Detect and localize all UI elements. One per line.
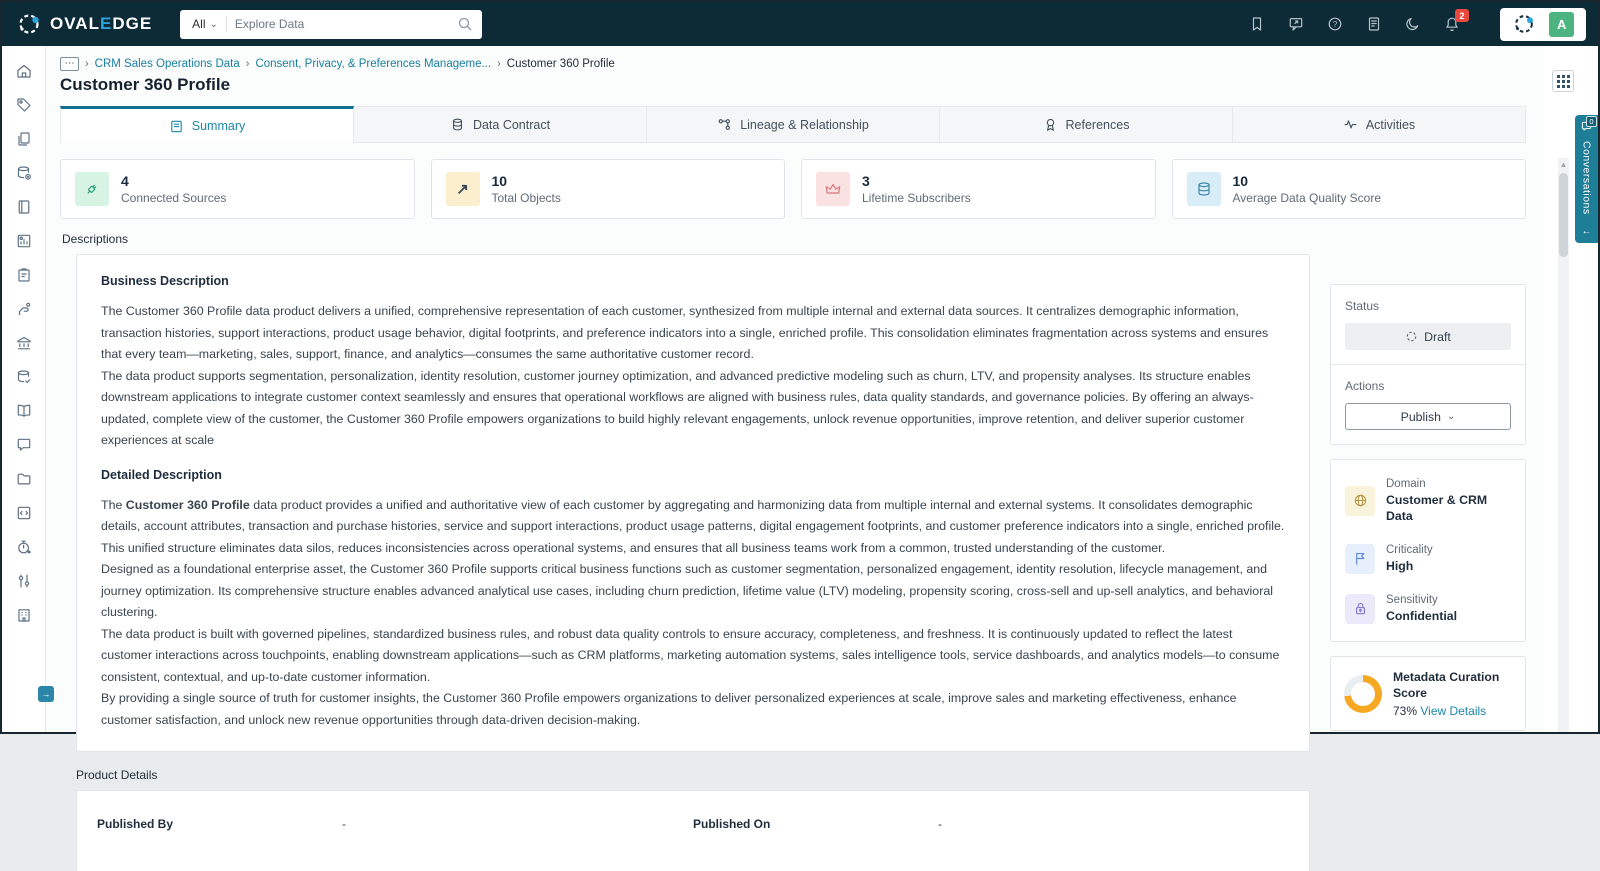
detailed-description-paragraph-2: Designed as a foundational enterprise asset, the Customer 360 Profile supports critical business functions such as customer segmentation, personalized engagement, identity resolution, lifecycle management, and journey optimization. Its comprehensive structure enables advanced analytical use cases, including churn prediction, lifetime value (LTV) modeling, propensity scoring, cross-sell and up-sell analytics, and behavioral clustering. — [101, 562, 1273, 619]
tab-label: Lineage & Relationship — [740, 117, 869, 132]
report-icon[interactable] — [15, 232, 33, 250]
stat-connected-sources — [60, 159, 415, 219]
chevron-down-icon: ⌄ — [1446, 411, 1456, 422]
stat-avg-data-quality — [1172, 159, 1527, 219]
crown-icon — [816, 172, 850, 206]
references-icon — [1043, 117, 1058, 132]
building-icon[interactable] — [15, 606, 33, 624]
search-scope-dropdown[interactable]: All ⌄ — [188, 17, 227, 31]
published-by-label: Published By — [97, 817, 174, 831]
breadcrumb-current: Customer 360 Profile — [506, 58, 615, 70]
arrow-up-right-icon: ↗ — [446, 172, 480, 206]
properties-card — [1330, 459, 1526, 642]
page-title: Customer 360 Profile — [60, 75, 231, 94]
main-content — [46, 46, 1544, 831]
business-description-heading: Business Description — [101, 274, 229, 288]
search-input[interactable] — [227, 17, 456, 31]
descriptions-card — [76, 254, 1310, 752]
stat-label: Average Data Quality Score — [1232, 190, 1382, 205]
stat-label: Total Objects — [491, 190, 561, 205]
database-check-icon[interactable] — [15, 368, 33, 386]
stat-total-objects — [431, 159, 786, 219]
stat-value: 4 — [121, 172, 129, 189]
bank-icon[interactable] — [15, 334, 33, 352]
lineage-icon — [717, 117, 732, 132]
right-rail — [1544, 46, 1598, 732]
tab-activities[interactable] — [1233, 106, 1526, 143]
global-search — [180, 10, 482, 39]
property-value: Confidential — [1386, 609, 1458, 623]
topbar-icon-group — [1248, 8, 1586, 41]
right-panel — [1330, 284, 1526, 731]
property-value: Customer & CRM Data — [1386, 493, 1488, 523]
published-by-field — [97, 817, 693, 831]
curation-donut — [1344, 675, 1382, 713]
detailed-description-paragraph-3: The data product is built with governed pipelines, standardized business rules, and robust data quality controls to ensure accuracy, completeness, and freshness. It is continuously updated to reflect the latest customer interactions across touchpoints, enabling downstream applications—such as CRM platforms, marketing automation systems, sales intelligence tools, service dashboards, and analytics models—to consume consistent, contextual, and up-to-date customer information. — [101, 626, 1280, 684]
plug-icon — [75, 172, 109, 206]
tab-label: Summary — [191, 119, 246, 133]
business-description-paragraph-2: The data product supports segmentation, personalization, identity resolution, customer journey optimization, and advanced predictive modeling such as churn, LTV, and propensity analyses. Its structure enables downstream applications to integrate customer context seamlessly and ensures that operational workflows are aligned with business rules, data quality standards, and governance policies. By offering an always-updated, complete view of the customer, the Customer 360 Profile empowers organizations to build highly relevant engagements, unlock revenue opportunities, improve retention, and deliver superior customer experiences at scale — [101, 368, 1254, 447]
sensitivity-property — [1345, 593, 1511, 624]
chevron-right-icon: › — [245, 58, 250, 70]
tab-lineage-relationship[interactable] — [647, 106, 940, 143]
view-details-link[interactable]: View Details — [1420, 704, 1487, 718]
tab-data-contract[interactable] — [354, 106, 647, 143]
conversations-panel-tab[interactable] — [1575, 115, 1598, 243]
chevron-right-icon: › — [85, 58, 89, 70]
chevron-down-icon: ⌄ — [209, 18, 218, 30]
svg-text:?: ? — [1332, 19, 1338, 29]
home-icon[interactable] — [15, 62, 33, 80]
scroll-up-arrow[interactable]: ▲ — [1559, 160, 1568, 169]
breadcrumb-link-1[interactable]: CRM Sales Operations Data — [94, 58, 240, 70]
search-icon[interactable] — [456, 15, 474, 33]
stat-value: 10 — [491, 172, 508, 189]
product-details-card — [76, 790, 1310, 871]
actions-label: Actions — [1345, 379, 1385, 393]
stat-label: Connected Sources — [121, 190, 227, 205]
copy-pages-icon[interactable] — [15, 130, 33, 148]
tools-icon[interactable] — [15, 572, 33, 590]
stat-value: 10 — [1232, 172, 1249, 189]
left-sidebar — [2, 46, 46, 732]
property-value: High — [1386, 559, 1414, 573]
detailed-description-paragraph-1: The Customer 360 Profile data product provides a unified and authoritative view of each customer by aggregating and harmonizing data from multiple internal and external systems. It consolidates demographic details, account attributes, transaction and purchase histories, service and support interactions, product usage patterns, digital engagement footprints, and customer preference indicators into a single, enriched profile. This unified structure eliminates data silos, reduces inconsistencies across operational systems, and ensures that all business teams work from a common, trusted understanding of the customer. — [101, 497, 1285, 555]
curation-score-card — [1330, 656, 1526, 731]
domain-property — [1345, 477, 1511, 524]
published-by-value: - — [342, 817, 346, 831]
publish-button[interactable] — [1345, 403, 1511, 430]
timer-icon[interactable] — [15, 538, 33, 556]
tab-label: Activities — [1365, 117, 1416, 132]
lock-icon — [1345, 594, 1375, 624]
publish-label: Publish — [1400, 409, 1441, 424]
database-gear-icon[interactable] — [15, 164, 33, 182]
flag-icon — [1345, 544, 1375, 574]
clipboard-icon[interactable] — [15, 266, 33, 284]
avatar[interactable]: A — [1549, 12, 1574, 37]
stat-lifetime-subscribers — [801, 159, 1156, 219]
database-quality-icon — [1187, 172, 1221, 206]
database-icon — [450, 117, 465, 132]
status-actions-card — [1330, 284, 1526, 445]
apps-grid-button[interactable] — [1552, 70, 1574, 92]
grid-icon — [1557, 75, 1570, 88]
detailed-description-paragraph-4: By providing a single source of truth for customer insights, the Customer 360 Profile empowers organizations to deliver personalized experiences at scale, improve sales and marketing effectiveness, enhance customer satisfaction, and unlock new revenue opportunities through data-driven decision-making. — [101, 691, 1237, 727]
top-navigation-bar — [2, 2, 1598, 46]
status-label: Status — [1345, 299, 1380, 313]
divider — [1331, 364, 1525, 365]
descriptions-section-label: Descriptions — [62, 232, 129, 246]
book-icon[interactable] — [15, 402, 33, 420]
notebook-icon[interactable] — [15, 198, 33, 216]
product-details-section-label: Product Details — [76, 768, 158, 782]
criticality-property — [1345, 543, 1511, 574]
property-label: Domain — [1386, 478, 1426, 490]
stat-value: 3 — [862, 172, 870, 189]
scrollbar-thumb[interactable] — [1559, 173, 1568, 257]
profile-menu[interactable] — [1500, 8, 1586, 41]
notifications-bell[interactable] — [1443, 10, 1465, 33]
status-draft-pill[interactable] — [1345, 323, 1511, 350]
release-notes-icon[interactable] — [1365, 15, 1383, 33]
published-on-field — [693, 817, 1289, 831]
tab-summary[interactable] — [60, 106, 354, 143]
collapse-left-arrow-icon[interactable]: ← — [1581, 226, 1592, 237]
breadcrumb-ellipsis-button[interactable]: ⋯ — [60, 57, 79, 71]
feedback-icon[interactable] — [1287, 15, 1305, 33]
globe-icon — [1345, 486, 1375, 516]
tab-label: References — [1065, 117, 1130, 132]
conversations-label: Conversations — [1580, 141, 1593, 215]
ovaledge-logo-icon — [16, 11, 42, 37]
tab-label: Data Contract — [472, 117, 551, 132]
vertical-scrollbar[interactable] — [1558, 158, 1569, 732]
stat-label: Lifetime Subscribers — [862, 190, 971, 205]
brand-name: OVALEDGE — [50, 14, 153, 33]
curation-title: Metadata Curation Score — [1393, 670, 1500, 700]
sidebar-expand-button[interactable]: → — [38, 686, 54, 702]
ovaledge-logo[interactable] — [16, 11, 152, 37]
hand-pointer-icon[interactable] — [15, 300, 33, 318]
breadcrumb-link-2[interactable]: Consent, Privacy, & Preferences Manageme... — [255, 58, 492, 70]
tab-references[interactable] — [940, 106, 1233, 143]
property-label: Criticality — [1386, 544, 1433, 556]
chat-icon[interactable] — [15, 436, 33, 454]
draft-dashed-circle-icon — [1405, 330, 1418, 343]
dark-mode-icon[interactable] — [1404, 15, 1422, 33]
detailed-description-heading: Detailed Description — [101, 467, 222, 482]
published-on-value: - — [938, 817, 942, 831]
tab-bar — [60, 106, 1526, 143]
curation-percent: 73% — [1393, 704, 1418, 718]
property-label: Sensitivity — [1386, 594, 1438, 606]
business-description-paragraph-1: The Customer 360 Profile data product delivers a unified, comprehensive representation of each customer, synthesized from multiple internal and external data sources. It centralizes demographic information, transaction histories, support interactions, product usage behavior, digital footprints, and preference indicators into a single, enriched profile. This consolidation eliminates fragmentation across systems and ensures that every team—marketing, sales, support, finance, and analytics—consumes the same authoritative customer record. — [101, 304, 1269, 361]
help-icon[interactable] — [1326, 15, 1344, 33]
chevron-right-icon: › — [497, 58, 501, 70]
code-file-icon[interactable] — [15, 504, 33, 522]
ovaledge-mark-icon — [1512, 12, 1536, 36]
stats-row — [60, 159, 1526, 219]
folder-icon[interactable] — [15, 470, 33, 488]
notification-badge: 2 — [1455, 9, 1469, 22]
published-on-label: Published On — [693, 817, 771, 831]
breadcrumb — [60, 57, 1526, 71]
status-value: Draft — [1424, 329, 1451, 344]
tag-icon[interactable] — [15, 96, 33, 114]
bookmark-icon[interactable] — [1248, 15, 1266, 33]
conversations-badge: 0 — [1586, 116, 1597, 127]
summary-doc-icon — [169, 119, 184, 134]
activities-pulse-icon — [1343, 117, 1358, 132]
